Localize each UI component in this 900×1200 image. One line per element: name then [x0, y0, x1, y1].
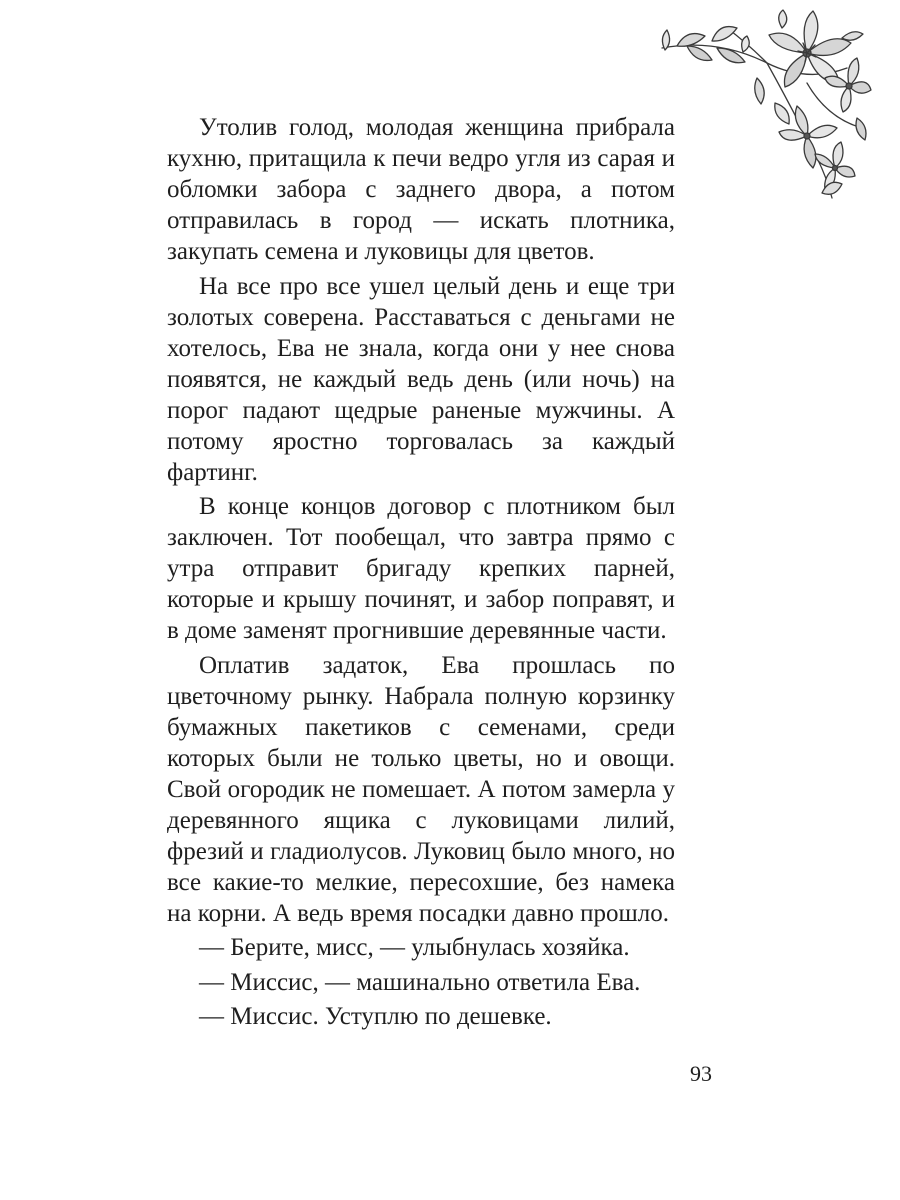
page-number: 93: [690, 1061, 712, 1086]
flower-corner-ornament-icon: [657, 8, 872, 203]
paragraph: Оплатив задаток, Ева прошлась по цветочному рынку. Набрала полную корзинку бумажных пакетиков с семенами, среди которых были не только цветы, но и овощи. Свой огородик не помешает. А потом замерла у деревянного ящика с луковицами лилий, фрезий и гладиолусов. Луковиц было много, но все какие-то мелкие, пересохшие, без намека на корни. А ведь время посадки давно прошло.: [167, 651, 675, 927]
dialogue-line: — Миссис, — машинально ответила Ева.: [199, 968, 641, 996]
dialogue-line: — Берите, мисс, — улыбнулась хозяйка.: [199, 934, 630, 961]
dialogue-line: — Миссис. Уступлю по дешевке.: [199, 1003, 552, 1030]
paragraph: На все про все ушел целый день и еще три золотых соверена. Расставаться с деньгами не хотелось, Ева не знала, когда они у нее снова появятся, не каждый ведь день (или ночь) на порог падают щедрые раненые мужчины. А потому яростно торговалась за каждый фартинг.: [167, 272, 675, 486]
paragraph: Утолив голод, молодая женщина прибрала кухню, притащила к печи ведро угля из сарая и обломки забора с заднего двора, а потом отправилась в город — искать плотника, закупать семена и луковицы для цветов.: [167, 114, 675, 265]
page-body: [167, 112, 675, 1036]
paragraph: В конце концов договор с плотником был заключен. Тот пообещал, что завтра прямо с утра отправит бригаду крепких парней, которые и крышу починят, и забор поправят, и в доме заменят прогнившие деревянные части.: [167, 493, 675, 644]
